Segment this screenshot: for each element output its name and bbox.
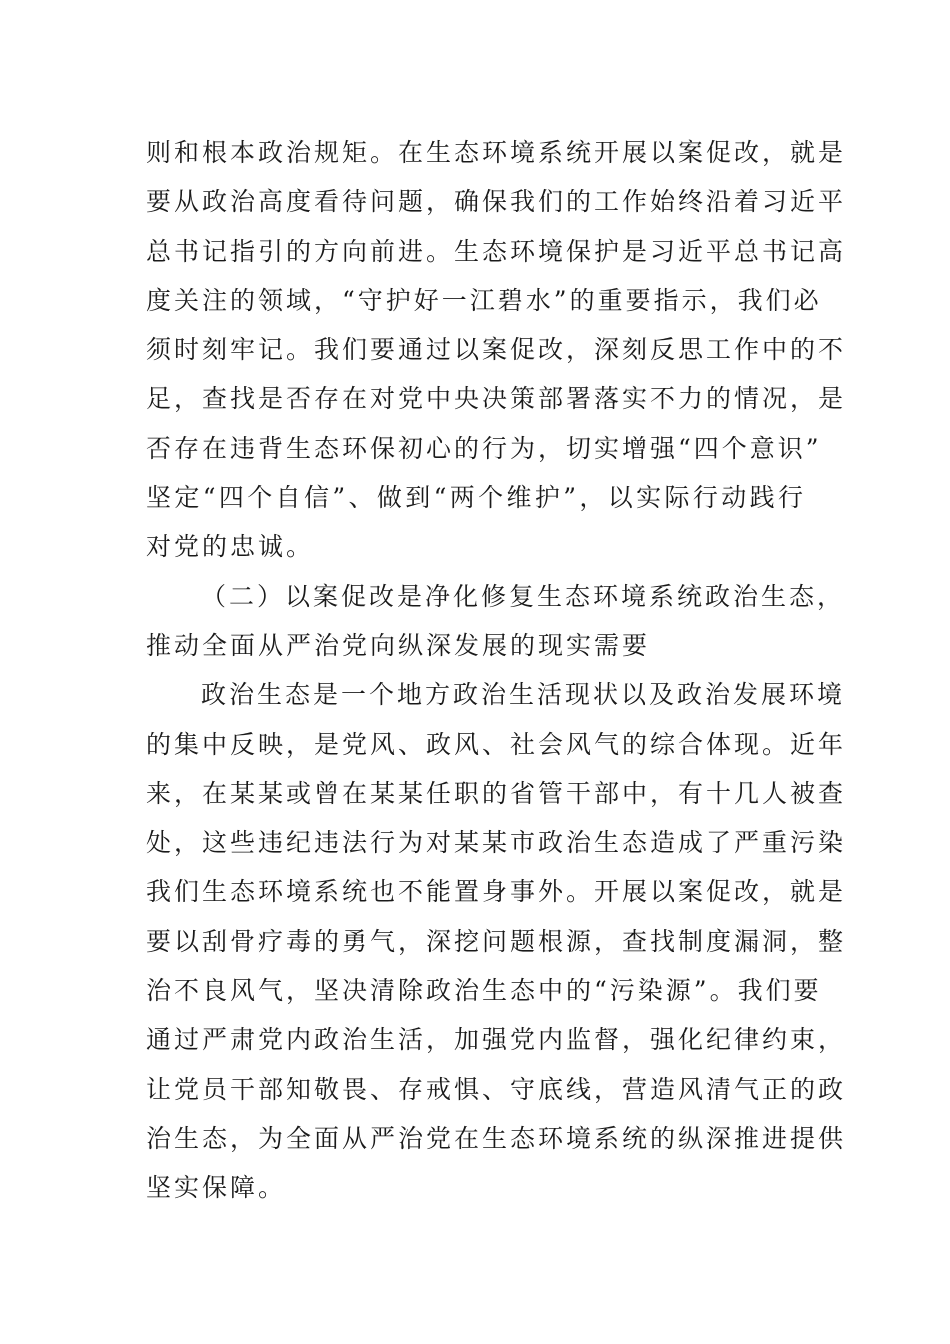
text-line: 总书记指引的方向前进。生态环境保护是习近平总书记高 [146, 236, 847, 266]
text-line: 治不良风气，坚决清除政治生态中的“污染源”。我们要 [146, 976, 822, 1006]
text-line: 来，在某某或曾在某某任职的省管干部中，有十几人被查 [146, 778, 847, 808]
text-line: 政治生态是一个地方政治生活现状以及政治发展环境 [201, 680, 846, 710]
paragraph-1 [146, 128, 847, 572]
text-line: 通过严肃党内政治生活，加强党内监督，强化纪律约束， [146, 1025, 847, 1055]
text-line: 的集中反映，是党风、政风、社会风气的综合体现。近年 [146, 729, 847, 759]
text-line: 否存在违背生态环保初心的行为，切实增强“四个意识” [146, 433, 822, 463]
text-line: 须时刻牢记。我们要通过以案促改，深刻反思工作中的不 [146, 335, 847, 365]
section-heading-2 [146, 572, 846, 671]
text-line: 足，查找是否存在对党中央决策部署落实不力的情况，是 [146, 384, 847, 414]
text-line: 对党的忠诚。 [146, 532, 315, 562]
text-line: 坚定“四个自信”、做到“两个维护”，以实际行动践行 [146, 483, 806, 513]
text-line: 则和根本政治规矩。在生态环境系统开展以案促改，就是 [146, 138, 847, 167]
text-line: 坚实保障。 [146, 1173, 287, 1203]
document-body [146, 128, 847, 1213]
text-line: 处，这些违纪违法行为对某某市政治生态造成了严重污染 [146, 828, 847, 858]
text-line: 治生态，为全面从严治党在生态环境系统的纵深推进提供 [146, 1123, 847, 1153]
heading-line: （二）以案促改是净化修复生态环境系统政治生态， [201, 581, 846, 611]
text-line: 要从政治高度看待问题，确保我们的工作始终沿着习近平 [146, 187, 847, 217]
text-line: 度关注的领域，“守护好一江碧水”的重要指示，我们必 [146, 285, 822, 315]
text-line: 让党员干部知敬畏、存戒惧、守底线，营造风清气正的政 [146, 1074, 847, 1104]
paragraph-2 [146, 670, 847, 1212]
heading-line: 推动全面从严治党向纵深发展的现实需要 [146, 630, 651, 660]
text-line: 我们生态环境系统也不能置身事外。开展以案促改，就是 [146, 877, 847, 907]
text-line: 要以刮骨疗毒的勇气，深挖问题根源，查找制度漏洞，整 [146, 926, 847, 956]
